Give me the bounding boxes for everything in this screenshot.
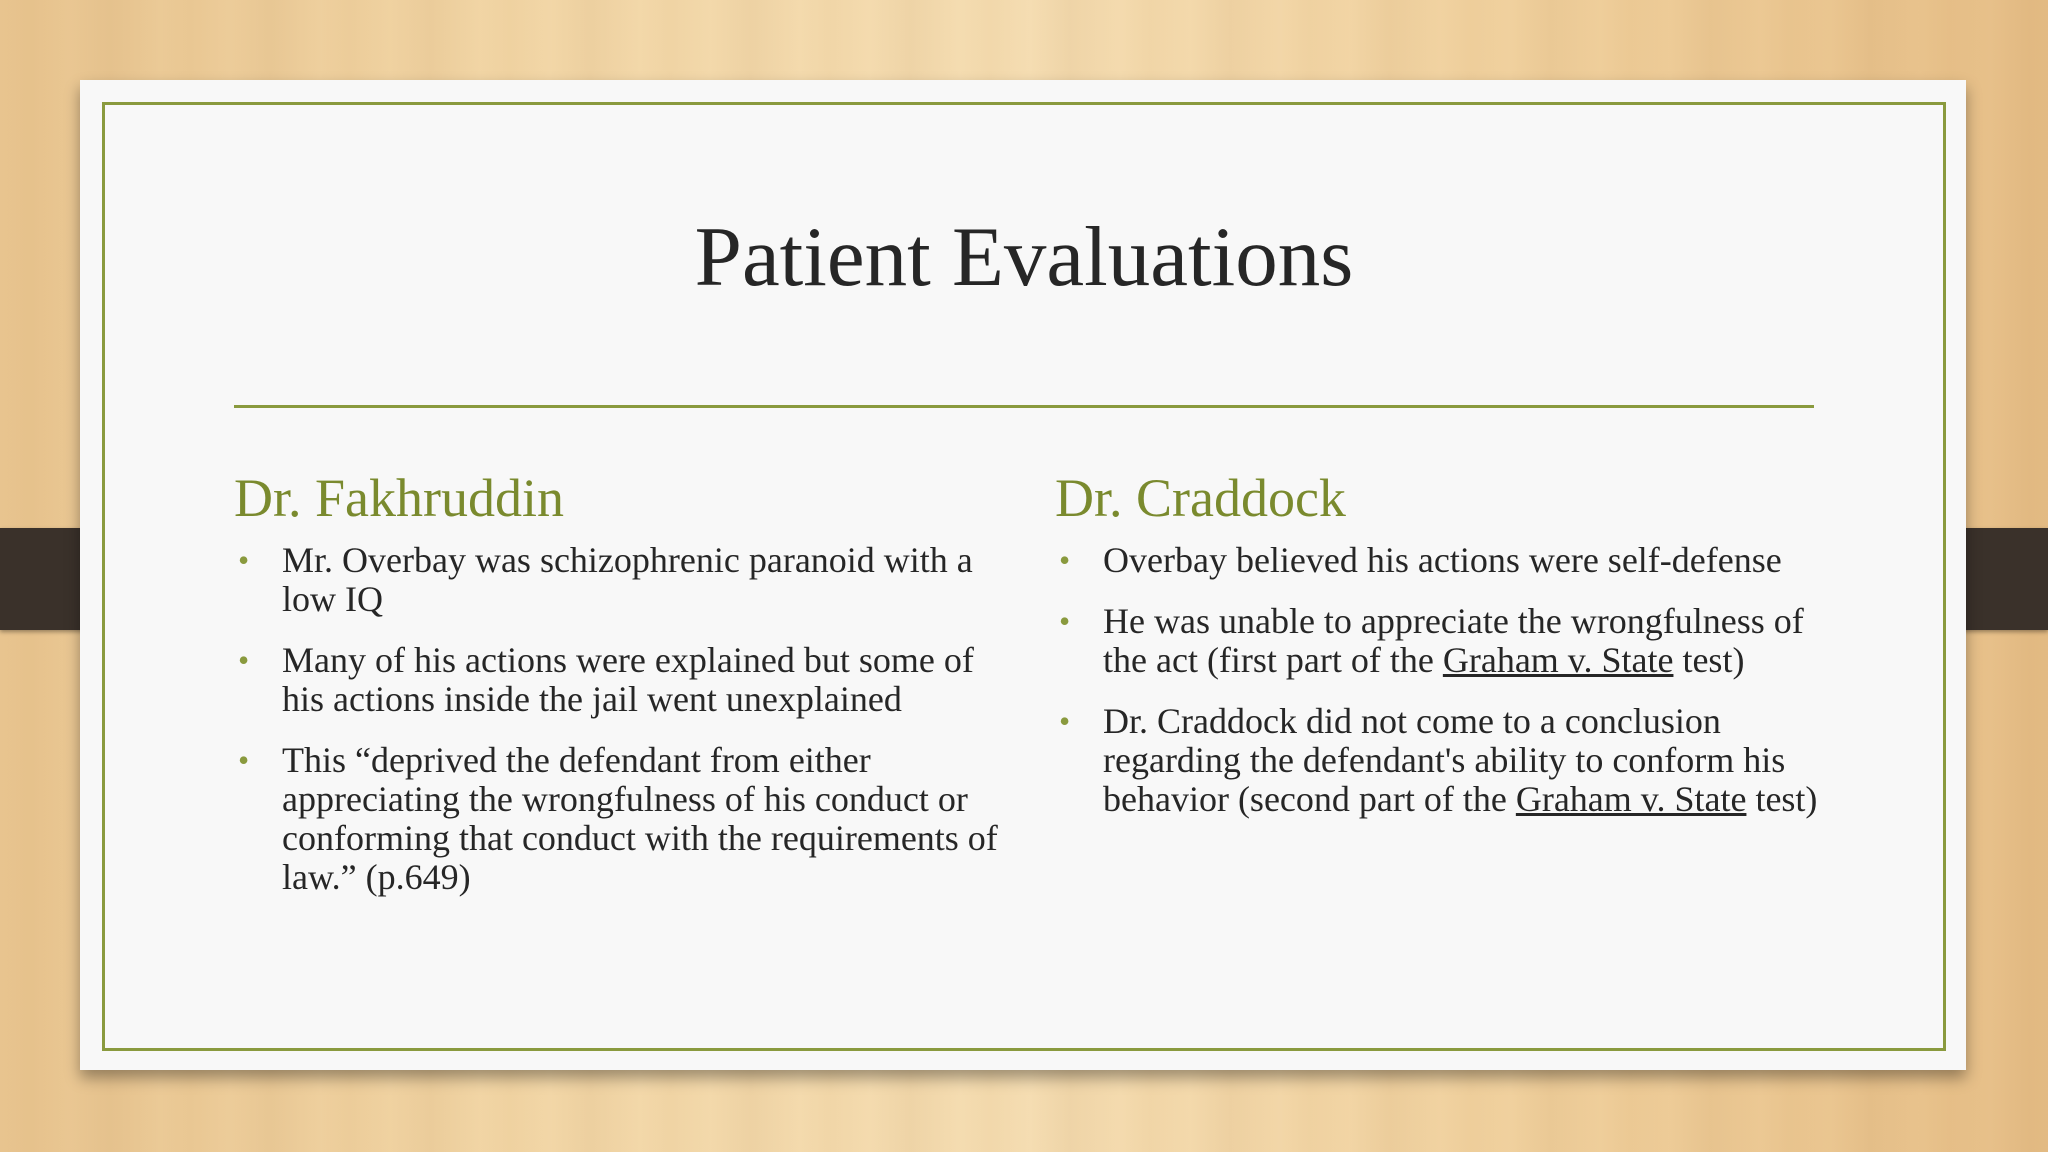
list-item: [234, 741, 1014, 897]
case-citation: Graham v. State: [1515, 778, 1747, 819]
column-fakhruddin: [234, 470, 1014, 919]
bullet-icon: •: [1059, 541, 1071, 578]
bullet-text-post: test): [1673, 639, 1745, 680]
bullet-text-pre: Dr. Craddock did not come to a conclusion regarding the defendant's ability to conform his behavior (second part of the: [1103, 700, 1786, 819]
bullet-text: [1103, 601, 1804, 680]
bullet-text: This “deprived the defendant from either appreciating the wrongfulness of his conduct or conforming that conduct with the requirements of law.” (p.649): [282, 739, 998, 897]
column-heading: Dr. Fakhruddin: [234, 468, 564, 528]
bullet-text-pre: He was unable to appreciate the wrongfulness of the act (first part of the: [1103, 600, 1804, 680]
bullet-text-post: test): [1746, 778, 1818, 819]
bullet-text: [1103, 701, 1817, 819]
bullet-icon: •: [238, 741, 250, 778]
bullet-text: Overbay believed his actions were self-defense: [1103, 539, 1782, 580]
bullet-icon: •: [238, 641, 250, 678]
list-item: [1055, 602, 1825, 680]
list-item: [1055, 541, 1825, 580]
bullet-list: [234, 541, 1014, 897]
case-citation: Graham v. State: [1442, 639, 1674, 680]
bullet-icon: •: [1059, 702, 1071, 739]
column-heading: Dr. Craddock: [1055, 468, 1346, 528]
bullet-icon: •: [238, 541, 250, 578]
slide-title: Patient Evaluations: [694, 210, 1354, 304]
list-item: [234, 641, 1014, 719]
bullet-text: Mr. Overbay was schizophrenic paranoid with a low IQ: [282, 539, 973, 619]
title-divider: [234, 405, 1814, 408]
list-item: [234, 541, 1014, 619]
list-item: [1055, 702, 1825, 819]
bullet-text: Many of his actions were explained but some of his actions inside the jail went unexplained: [282, 639, 974, 719]
bullet-icon: •: [1059, 602, 1071, 639]
bullet-list: [1055, 541, 1825, 819]
column-craddock: [1055, 470, 1825, 841]
